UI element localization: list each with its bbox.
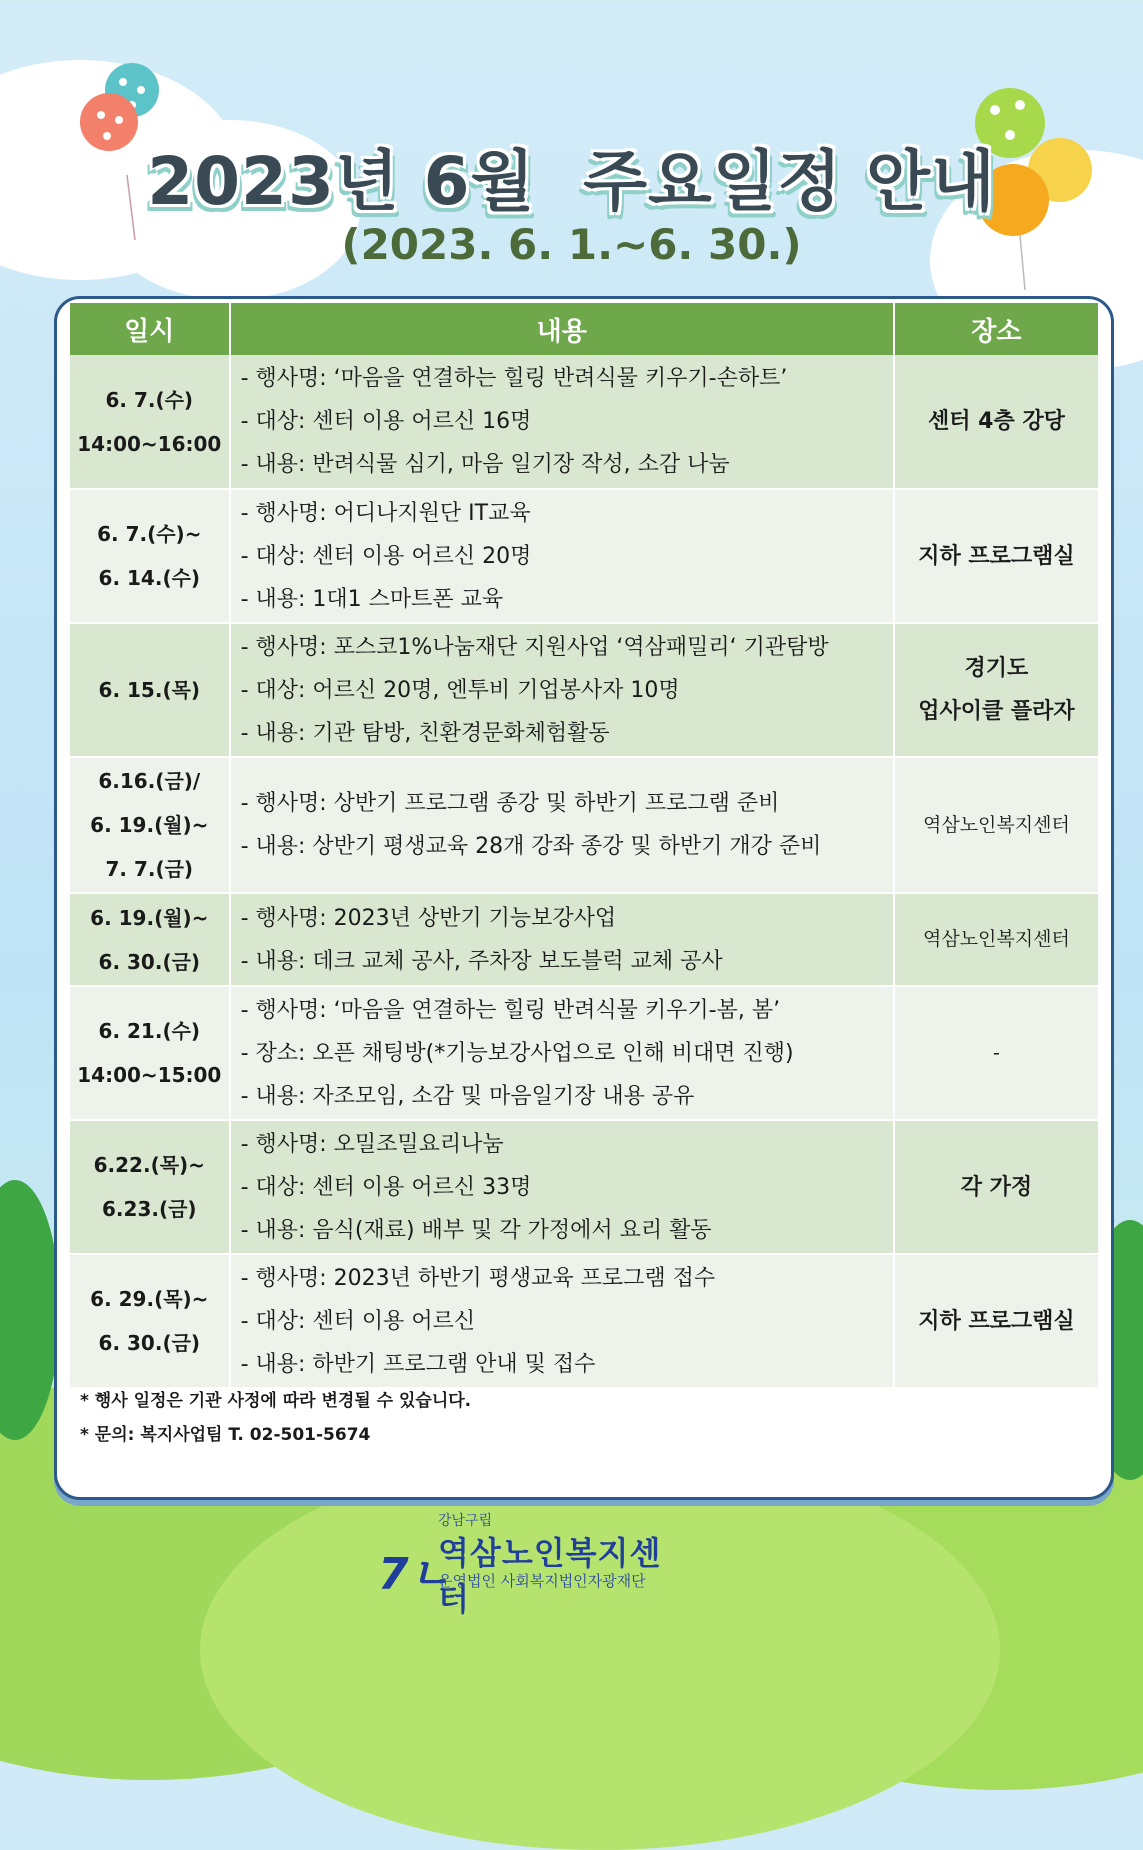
schedule-place: [894, 1120, 1098, 1254]
content-line: - 내용: 1대1 스마트폰 교육: [240, 586, 504, 612]
schedule-content: [230, 986, 894, 1120]
content-line: - 내용: 상반기 평생교육 28개 강좌 종강 및 하반기 개강 준비: [240, 834, 822, 859]
org-affiliation: 강남구립: [438, 1513, 493, 1529]
schedule-date: [70, 757, 230, 893]
content-line: - 행사명: 상반기 프로그램 종강 및 하반기 프로그램 준비: [240, 791, 780, 816]
schedule-place: [894, 757, 1098, 893]
date-line: 14:00~15:00: [77, 1063, 222, 1087]
content-line: - 대상: 센터 이용 어르신: [240, 1308, 476, 1334]
table-row: [70, 1120, 1098, 1254]
contact-text: * 문의: 복지사업팀 T. 02-501-5674: [80, 1425, 371, 1445]
schedule-place: [894, 489, 1098, 623]
schedule-content: [230, 757, 894, 893]
org-name: 역삼노인복지센터: [438, 1534, 662, 1618]
content-line: - 행사명: 포스코1%나눔재단 지원사업 ‘역삼패밀리‘ 기관탐방: [240, 634, 829, 660]
schedule-date: [70, 1120, 230, 1254]
content-line: - 행사명: 2023년 상반기 기능보강사업: [240, 905, 617, 931]
place-line: 지하 프로그램실: [918, 1308, 1075, 1334]
schedule-date: [70, 893, 230, 986]
date-line: 6. 21.(수): [98, 1019, 201, 1043]
date-line: 6. 19.(월)~: [90, 813, 209, 837]
notice-text: * 행사 일정은 기관 사정에 따라 변경될 수 있습니다.: [80, 1391, 472, 1411]
schedule-date: [70, 489, 230, 623]
place-line: 업사이클 플라자: [918, 699, 1075, 724]
content-line: - 대상: 어르신 20명, 엔투비 기업봉사자 10명: [240, 677, 680, 703]
content-line: - 내용: 하반기 프로그램 안내 및 접수: [240, 1351, 596, 1377]
date-line: 6. 7.(수)~: [97, 522, 202, 546]
org-logo: [378, 1500, 668, 1618]
schedule-table: [70, 303, 1098, 1389]
place-line: -: [992, 1041, 1000, 1064]
date-line: 6. 14.(수): [98, 566, 201, 590]
schedule-place: [894, 355, 1098, 489]
place-line: 역삼노인복지센터: [922, 813, 1070, 836]
schedule-date: [70, 986, 230, 1120]
schedule-date: [70, 355, 230, 489]
content-line: - 장소: 오픈 채팅방(*기능보강사업으로 인해 비대면 진행): [240, 1040, 794, 1066]
schedule-content: [230, 1120, 894, 1254]
content-line: - 행사명: 2023년 하반기 평생교육 프로그램 접수: [240, 1265, 716, 1291]
content-line: - 내용: 음식(재료) 배부 및 각 가정에서 요리 활동: [240, 1217, 712, 1243]
content-line: - 행사명: ‘마음을 연결하는 힐링 반려식물 키우기-봄, 봄’: [240, 997, 781, 1023]
schedule-place: [894, 1254, 1098, 1388]
org-logo-mark: 7ㄴ: [378, 1549, 452, 1600]
table-row: [70, 1254, 1098, 1388]
date-line: 6. 19.(월)~: [90, 905, 209, 930]
date-line: 6.16.(금)/: [98, 769, 201, 793]
schedule-content: [230, 355, 894, 489]
content-line: - 행사명: 오밀조밀요리나눔: [240, 1131, 504, 1157]
date-line: 6. 15.(목): [98, 678, 201, 702]
content-line: - 대상: 센터 이용 어르신 16명: [240, 409, 532, 434]
date-line: 6. 30.(금): [98, 1331, 201, 1355]
content-line: - 행사명: ‘마음을 연결하는 힐링 반려식물 키우기-손하트’: [240, 366, 788, 391]
org-operator: 운영법인 사회복지법인자광재단: [438, 1572, 646, 1590]
date-line: 6. 29.(목)~: [90, 1287, 209, 1311]
schedule-date: [70, 1254, 230, 1388]
place-line: 경기도: [964, 656, 1029, 681]
content-line: - 내용: 반려식물 심기, 마음 일기장 작성, 소감 나눔: [240, 452, 730, 477]
date-line: 7. 7.(금): [105, 857, 194, 881]
schedule-content: [230, 489, 894, 623]
table-row: [70, 355, 1098, 489]
column-header-content: 내용: [230, 303, 894, 355]
schedule-place: [894, 623, 1098, 757]
date-line: 14:00~16:00: [77, 431, 222, 456]
page-title: 2023년 6월 주요일정 안내: [147, 143, 996, 220]
column-header-place: 장소: [894, 303, 1098, 355]
schedule-content: [230, 1254, 894, 1388]
schedule-content: [230, 623, 894, 757]
schedule-place: [894, 986, 1098, 1120]
schedule-date: [70, 623, 230, 757]
page-subtitle: (2023. 6. 1.~6. 30.): [341, 220, 802, 269]
place-line: 센터 4층 강당: [927, 409, 1065, 434]
place-line: 지하 프로그램실: [918, 543, 1075, 569]
schedule-place: [894, 893, 1098, 986]
table-row: [70, 893, 1098, 986]
content-line: - 내용: 기관 탐방, 친환경문화체험활동: [240, 720, 610, 746]
date-line: 6.23.(금): [102, 1197, 197, 1221]
table-row: [70, 757, 1098, 893]
table-row: [70, 986, 1098, 1120]
content-line: - 대상: 센터 이용 어르신 20명: [240, 543, 532, 569]
content-line: - 행사명: 어디나지원단 IT교육: [240, 500, 531, 526]
column-header-date: 일시: [70, 303, 230, 355]
place-line: 역삼노인복지센터: [922, 928, 1070, 950]
date-line: 6.22.(목)~: [93, 1153, 205, 1177]
content-line: - 내용: 데크 교체 공사, 주차장 보도블럭 교체 공사: [240, 948, 723, 974]
date-line: 6. 7.(수): [105, 387, 194, 412]
schedule-content: [230, 893, 894, 986]
table-row: [70, 489, 1098, 623]
place-line: 각 가정: [960, 1174, 1033, 1200]
content-line: - 내용: 자조모임, 소감 및 마음일기장 내용 공유: [240, 1083, 695, 1109]
date-line: 6. 30.(금): [98, 949, 201, 974]
table-row: [70, 623, 1098, 757]
content-line: - 대상: 센터 이용 어르신 33명: [240, 1174, 532, 1200]
